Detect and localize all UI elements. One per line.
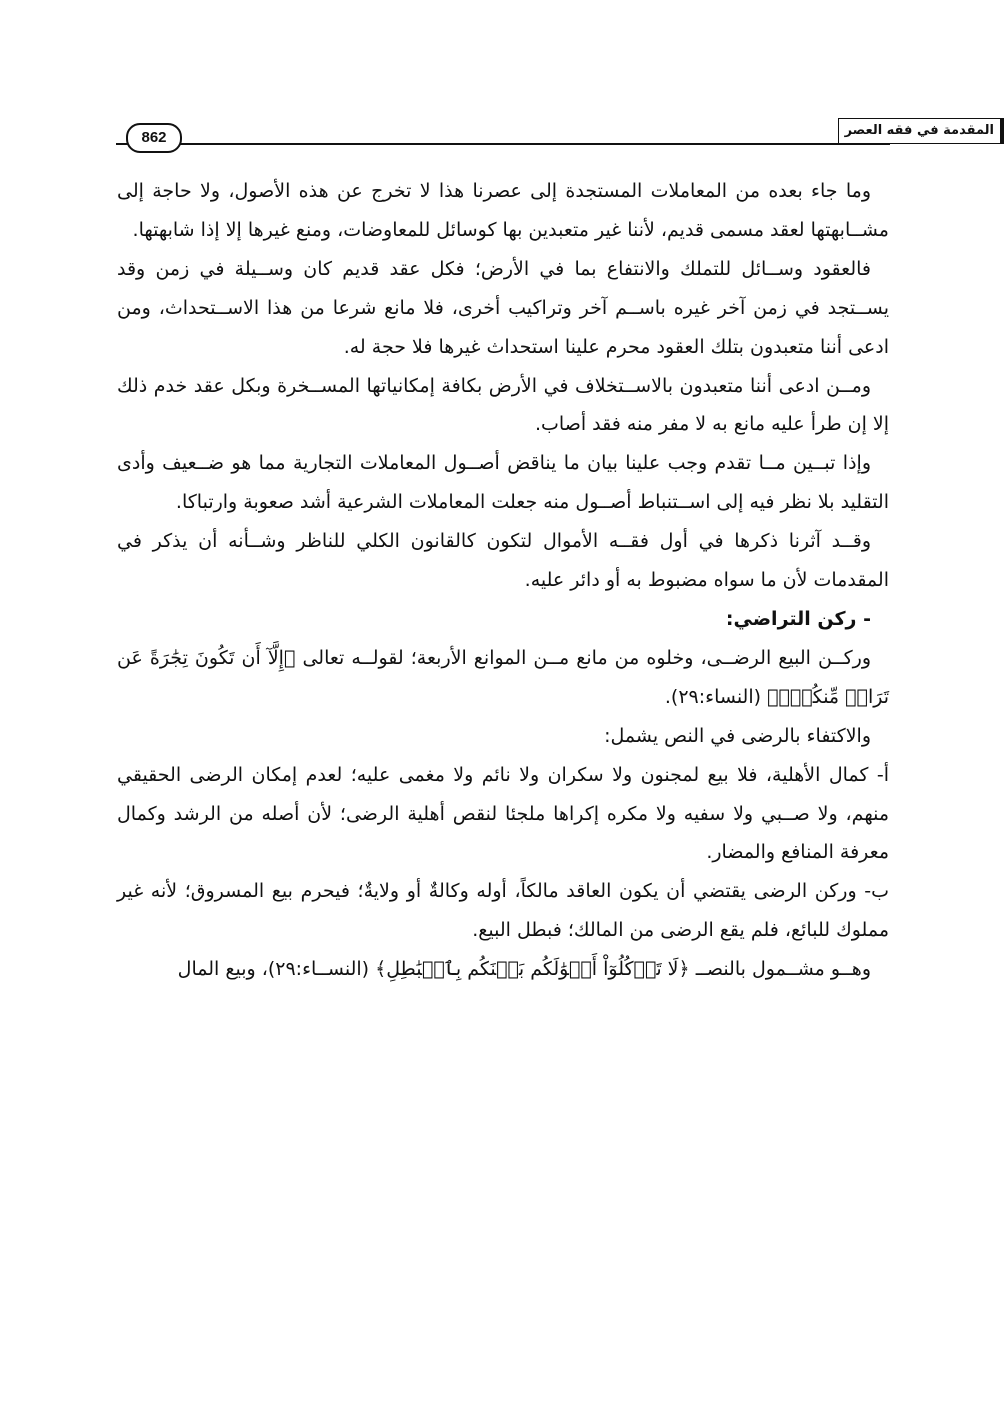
paragraph xyxy=(117,950,889,989)
paragraph-text: وهــو مشــمول بالنصــ xyxy=(695,958,871,981)
quran-verse: ﴿إِلَّآ أَن تَكُونَ تِجَٰرَةً عَن تَرَاضٖ مِّنكُمۡۚ﴾ xyxy=(117,646,889,708)
paragraph: فالعقود وســائل للتملك والانتفاع بما في الأرض؛ فكل عقد قديم كان وســيلة في زمن وقد يســتجد في زمن آخر غيره باســم آخر وتراكيب أخرى، فلا مانع شرعا من هذا الاســتحداث، ومن ادعى أننا متعبدون بتلك العقود محرم علينا استحداث غيرها فلا حجة له. xyxy=(117,257,889,358)
paragraph: وإذا تبــين مــا تقدم وجب علينا بيان ما يناقض أصــول المعاملات التجارية مما هو ضــعيف وأدى التقليد بلا نظر فيه إلى اســتنباط أصــول منه جعلت المعاملات الشرعية أشد صعوبة وارتباكا. xyxy=(117,452,889,514)
paragraph: ومــن ادعى أننا متعبدون بالاســتخلاف في الأرض بكافة إمكانياتها المســخرة وبكل عقد خدم ذلك إلا إن طرأ عليه مانع به لا مفر منه فقد أصاب. xyxy=(117,374,889,436)
paragraph: وقــد آثرنا ذكرها في أول فقــه الأموال لتكون كالقانون الكلي للناظر وشــأنه أن يذكر في المقدمات لأن ما سواه مضبوط به أو دائر عليه. xyxy=(117,530,889,592)
verse-citation: (النســاء:٢٩)، وبيع المال xyxy=(177,958,370,981)
lead-text: والاكتفاء بالرضى في النص يشمل: xyxy=(604,724,871,747)
paragraph: وما جاء بعده من المعاملات المستجدة إلى عصرنا هذا لا تخرج عن هذه الأصول، ولا حاجة إلى مشــابهتها لعقد مسمى قديم، لأننا غير متعبدين بها كوسائل للمعاوضات، ومنع غيرها إلا إذا شابهتها. xyxy=(117,180,889,241)
paragraph xyxy=(117,639,889,717)
page-body xyxy=(117,172,889,989)
header-rule xyxy=(116,143,890,145)
list-item: ب- وركن الرضى يقتضي أن يكون العاقد مالكاً، أوله وكالةٌ أو ولايةٌ؛ فيحرم بيع المسروق؛ لأنه غير مملوك للبائع، فلم يقع الرضى من المالك؛ فبطل البيع. xyxy=(117,880,889,942)
list-item: أ- كمال الأهلية، فلا بيع لمجنون ولا سكران ولا نائم ولا مغمى عليه؛ لعدم إمكان الرضى الحقيقي منهم، ولا صــبي ولا سفيه ولا مكره إكراها ملجئا لنقص أهلية الرضى؛ لأن أصله من الرشد وكمال معرفة المنافع والمضار. xyxy=(117,763,889,864)
paragraph-text: وركــن البيع الرضــى، وخلوه من مانع مــن الموانع الأربعة؛ لقولــه تعالى xyxy=(302,646,872,669)
section-heading: - ركن التراضي: xyxy=(725,607,871,630)
page-number: 862 xyxy=(126,123,182,153)
book-title: المقدمة في فقه العصر xyxy=(838,118,1004,144)
quran-verse: ﴿لَا تَأۡكُلُوٓاْ أَمۡوَٰلَكُم بَيۡنَكُم بِٱلۡبَٰطِلِ﴾ xyxy=(375,958,690,981)
verse-citation: (النساء:٢٩). xyxy=(664,685,762,708)
